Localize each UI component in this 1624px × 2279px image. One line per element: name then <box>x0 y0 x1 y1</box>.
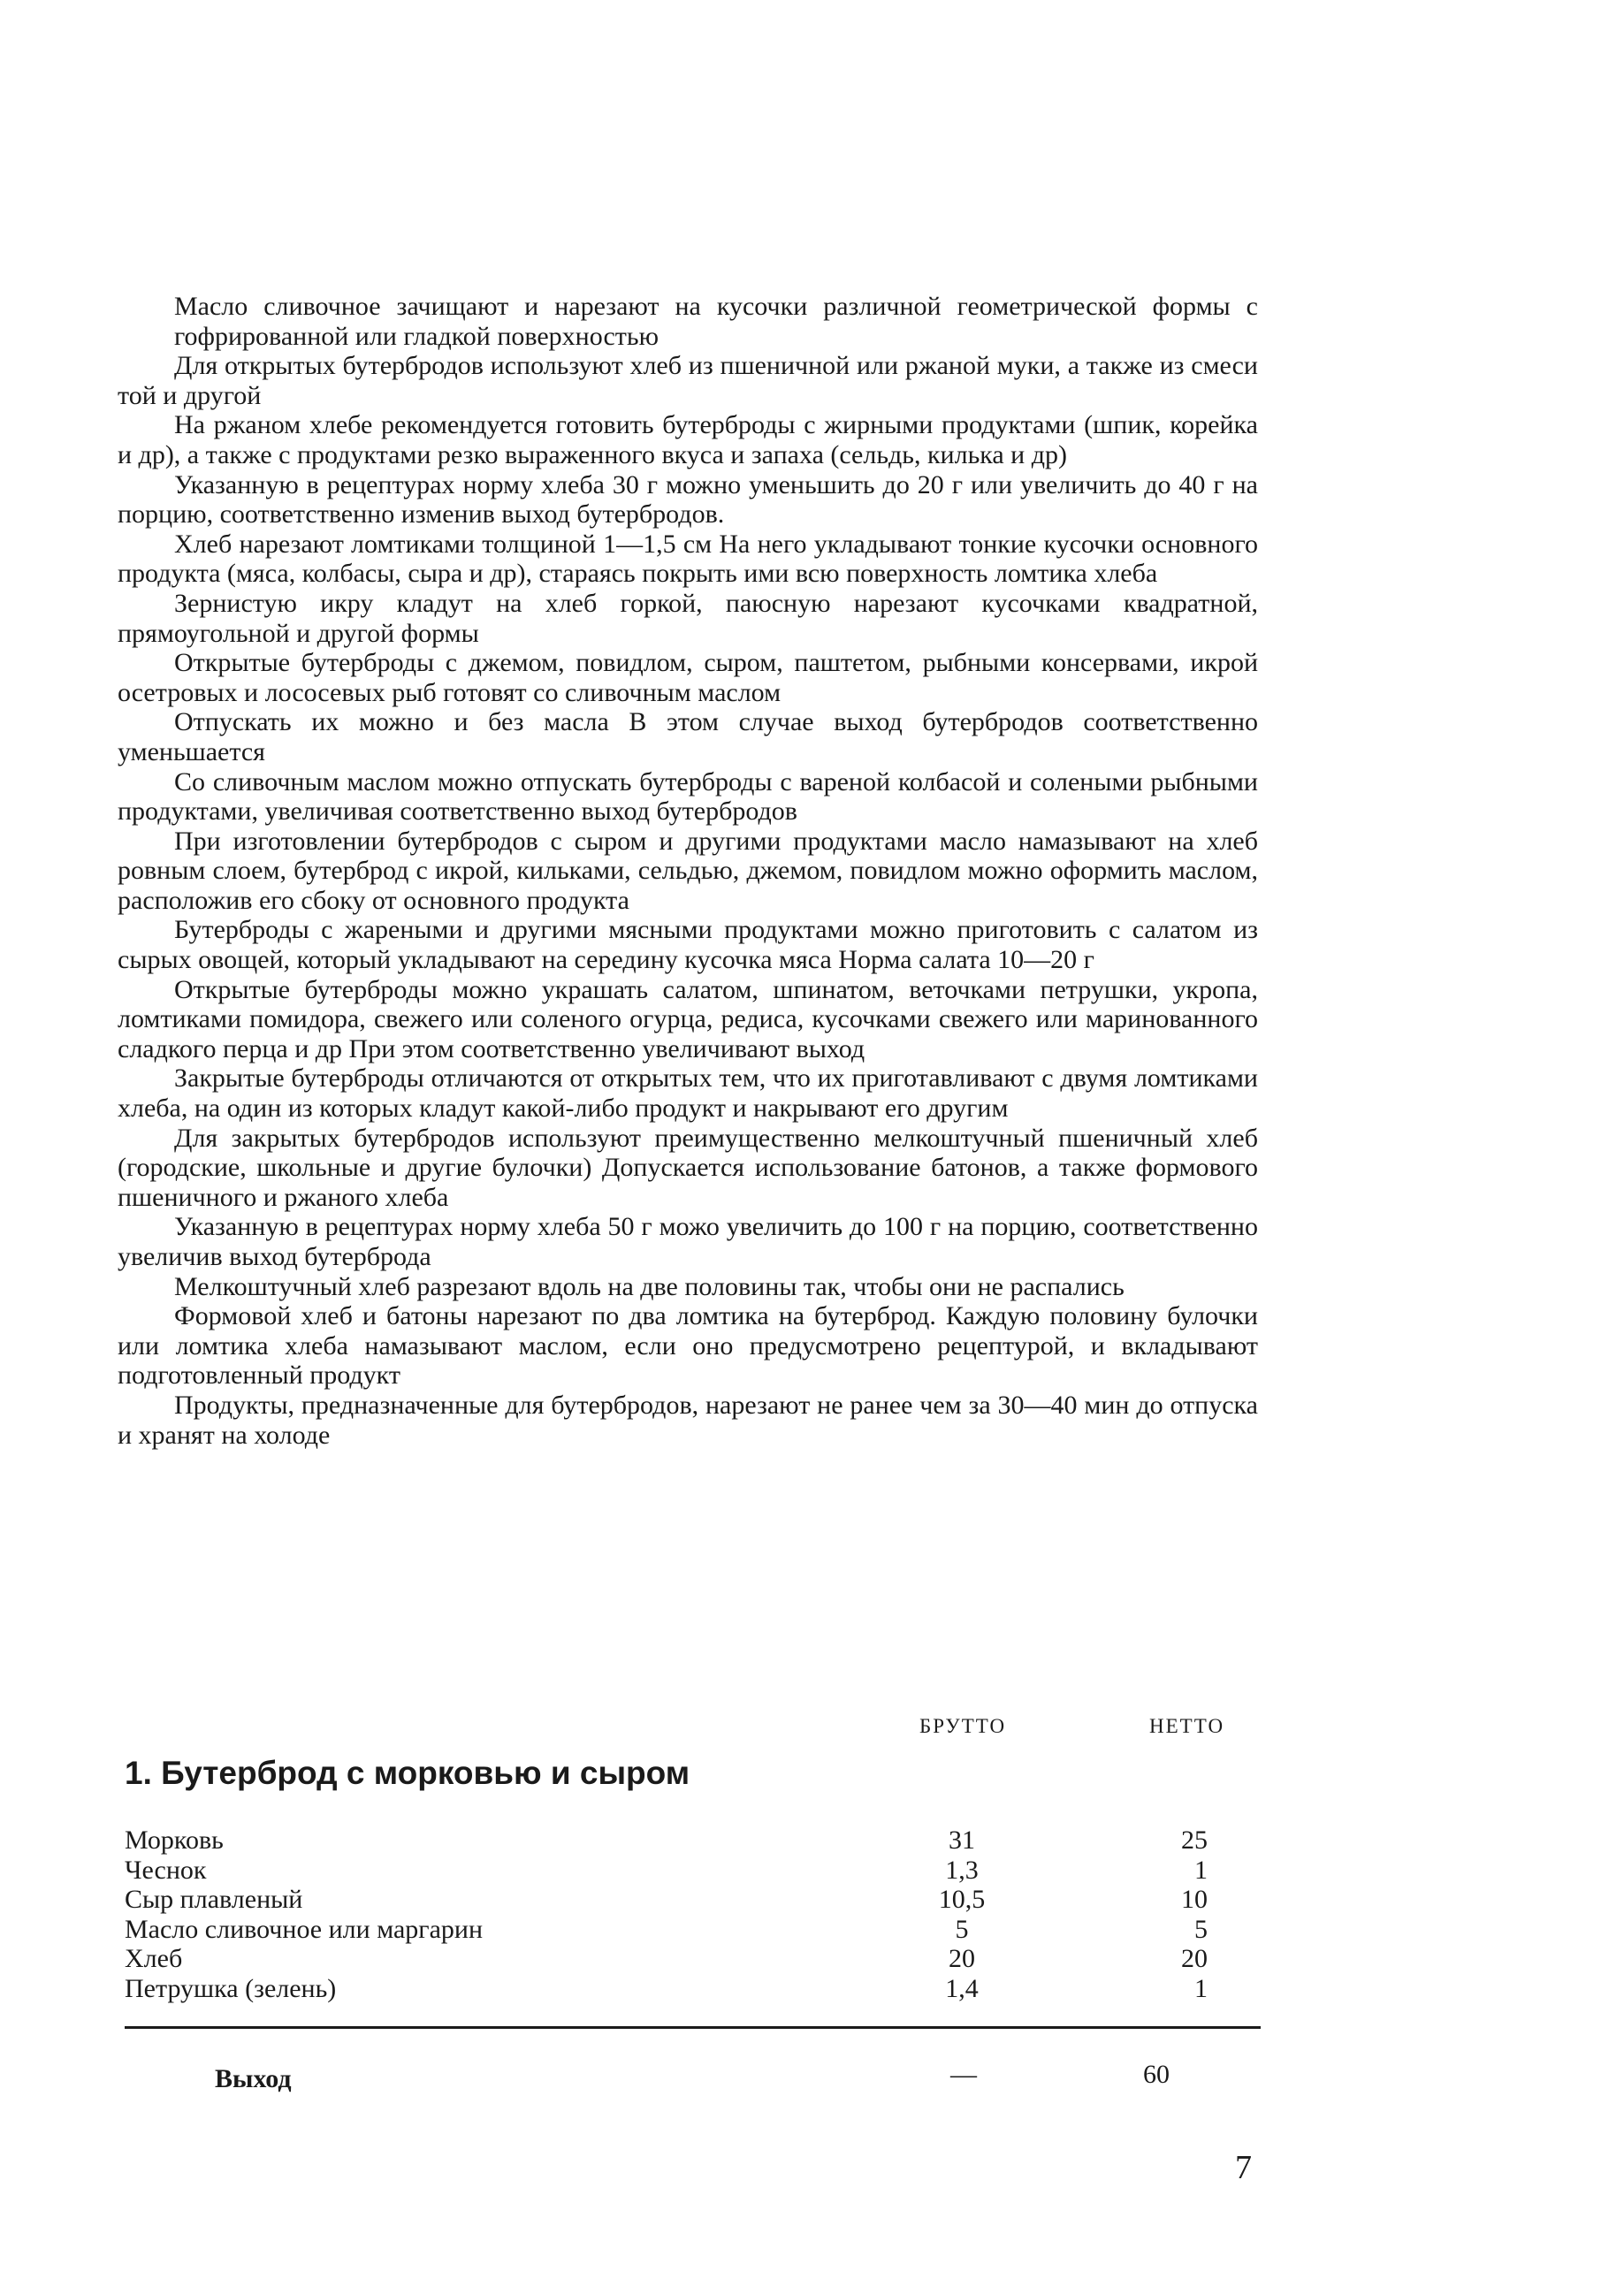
paragraph: Продукты, предназначенные для бутербродов, нарезают не ранее чем за 30—40 мин до отпуска и хранят на холоде <box>118 1390 1258 1450</box>
table-row <box>125 1856 1261 1886</box>
ingredient-name: Чеснок <box>125 1855 207 1885</box>
gross-value: 20 <box>949 1944 975 1974</box>
net-value: 1 <box>1194 1973 1208 2003</box>
net-value: 25 <box>1181 1825 1208 1855</box>
ingredient-table <box>125 1825 1261 2004</box>
table-row <box>125 1825 1261 1856</box>
yield-net: 60 <box>1143 2060 1170 2089</box>
table-row <box>125 1885 1261 1915</box>
gross-value: 10,5 <box>938 1885 986 1915</box>
paragraph: Для закрытых бутербродов используют преимущественно мелкоштучный пшеничный хлеб (городские, школьные и другие булочки) Допускается использование батонов, а также формового пшеничного и ржаного хлеба <box>118 1123 1258 1212</box>
table-row <box>125 1974 1261 2004</box>
paragraph: Со сливочным маслом можно отпускать бутерброды с вареной колбасой и солеными рыбными продуктами, увеличивая соответственно выход бутербродов <box>118 766 1258 827</box>
paragraph: Мелкоштучный хлеб разрезают вдоль на две половины так, чтобы они не распались <box>174 1271 1125 1301</box>
paragraph: Бутерброды с жареными и другими мясными продуктами можно приготовить с салатом из сырых овощей, который укладывают на середину кусочка мяса Норма салата 10—20 г <box>118 915 1258 975</box>
paragraph: Закрытые бутерброды отличаются от открытых тем, что их приготавливают с двумя ломтиками хлеба, на один из которых кладут какой-либо продукт и накрывают его другим <box>118 1063 1258 1124</box>
paragraph: Указанную в рецептурах норму хлеба 30 г можно уменьшить до 20 г или увеличить до 40 г на порцию, соответственно изменив выход бутербродов. <box>118 469 1258 530</box>
paragraph: Указанную в рецептурах норму хлеба 50 г можо увеличить до 100 г на порцию, соответственно увеличив выход бутерброда <box>118 1212 1258 1271</box>
page-number: 7 <box>1235 2149 1252 2186</box>
table-row <box>125 1915 1261 1945</box>
yield-gross: — <box>950 2060 977 2089</box>
gross-value: 31 <box>949 1825 975 1855</box>
paragraph: На ржаном хлебе рекомендуется готовить бутерброды с жирными продуктами (шпик, корейка и др), а также с продуктами резко выраженного вкуса и запаха (сельдь, килька и др) <box>118 410 1258 469</box>
ingredient-name: Морковь <box>125 1825 224 1855</box>
yield-label: Выход <box>215 2064 292 2093</box>
paragraph: При изготовлении бутербродов с сыром и другими продуктами масло намазывают на хлеб ровным слоем, бутерброд с икрой, кильками, сельдью, джемом, повидлом можно оформить маслом, расположив его сбоку от основного продукта <box>118 826 1258 915</box>
gross-value: 5 <box>955 1914 969 1944</box>
paragraph: Открытые бутерброды можно украшать салатом, шпинатом, веточками петрушки, укропа, ломтиками помидора, свежего или соленого огурца, редиса, кусочками свежего или маринованного сладкого перца и др При этом соответственно увеличивают выход <box>118 974 1258 1063</box>
gross-value: 1,3 <box>945 1855 979 1885</box>
paragraph: Масло сливочное зачищают и нарезают на кусочки различной геометрической формы с гофрированной или гладкой поверхностью <box>174 292 1258 351</box>
net-value: 10 <box>1181 1885 1208 1915</box>
ingredient-name: Хлеб <box>125 1944 183 1974</box>
paragraph: Для открытых бутербродов используют хлеб из пшеничной или ржаной муки, а также из смеси той и другой <box>118 351 1258 410</box>
column-header-gross: БРУТТО <box>919 1715 1007 1737</box>
net-value: 1 <box>1194 1855 1208 1885</box>
body-text <box>118 292 1258 1450</box>
net-value: 20 <box>1181 1944 1208 1974</box>
table-divider <box>125 2026 1261 2029</box>
paragraph: Формовой хлеб и батоны нарезают по два ломтика на бутерброд. Каждую половину булочки или ломтика хлеба намазывают маслом, если оно предусмотрено рецептурой, и вкладывают подготовленный продукт <box>118 1301 1258 1391</box>
paragraph: Зернистую икру кладут на хлеб горкой, паюсную нарезают кусочками квадратной, прямоугольной и другой формы <box>118 588 1258 648</box>
recipe-title: 1. Бутерброд с морковью и сыром <box>125 1755 690 1791</box>
column-header-net: НЕТТО <box>1149 1715 1225 1737</box>
paragraph: Открытые бутерброды с джемом, повидлом, сыром, паштетом, рыбными консервами, икрой осетровых и лососевых рыб готовят со сливочным маслом <box>118 648 1258 707</box>
table-row <box>125 1944 1261 1974</box>
ingredient-name: Масло сливочное или маргарин <box>125 1914 484 1944</box>
net-value: 5 <box>1194 1914 1208 1944</box>
paragraph: Отпускать их можно и без масла В этом случае выход бутербродов соответственно уменьшается <box>118 707 1258 766</box>
gross-value: 1,4 <box>945 1973 979 2003</box>
paragraph: Хлеб нарезают ломтиками толщиной 1—1,5 см На него укладывают тонкие кусочки основного продукта (мяса, колбасы, сыра и др), стараясь покрыть ими всю поверхность ломтика хлеба <box>118 529 1258 589</box>
ingredient-name: Петрушка (зелень) <box>125 1973 337 2003</box>
ingredient-name: Сыр плавленый <box>125 1885 303 1915</box>
